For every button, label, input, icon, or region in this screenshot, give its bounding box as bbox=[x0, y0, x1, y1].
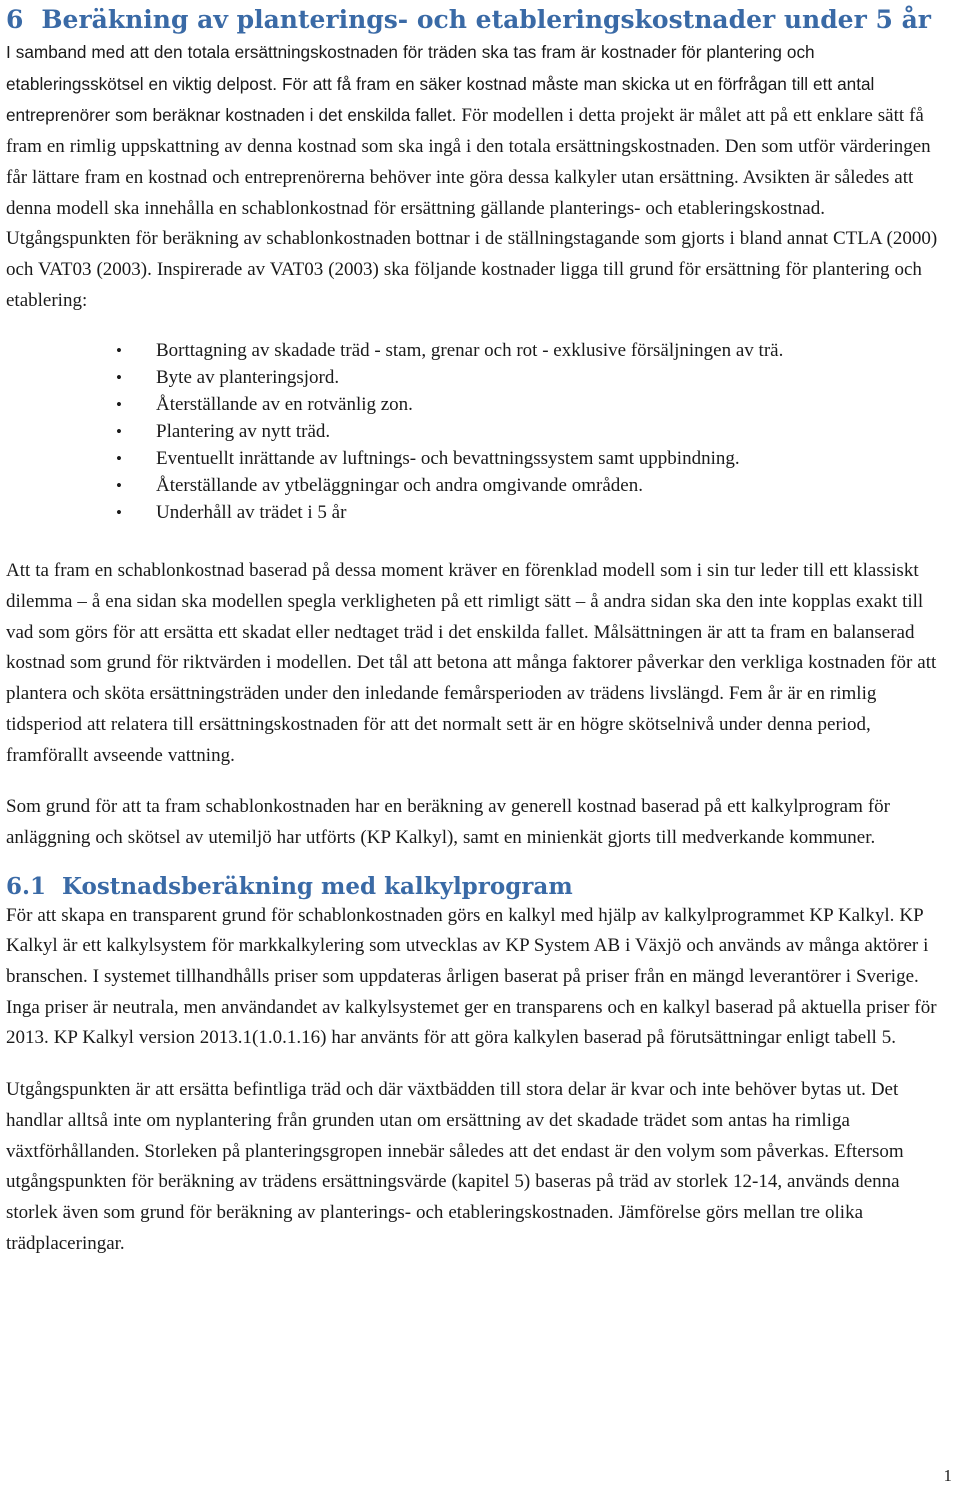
bullet-icon: • bbox=[116, 395, 122, 415]
bullet-icon: • bbox=[116, 449, 122, 469]
bullet-icon: • bbox=[116, 503, 122, 523]
list-item bbox=[6, 364, 954, 391]
intro-paragraph bbox=[6, 37, 954, 316]
list-item-text: Underhåll av trädet i 5 år bbox=[156, 502, 347, 524]
list-item bbox=[6, 445, 954, 472]
list-item-text: Återställande av ytbeläggningar och andra omgivande områden. bbox=[156, 475, 643, 497]
list-item-text: Återställande av en rotvänlig zon. bbox=[156, 394, 413, 416]
bullet-icon: • bbox=[116, 422, 122, 442]
list-item bbox=[6, 499, 954, 526]
document-page bbox=[6, 0, 954, 1259]
subsection-title: Kostnadsberäkning med kalkylprogram bbox=[62, 872, 573, 900]
list-item bbox=[6, 472, 954, 499]
list-item-text: Byte av planteringsjord. bbox=[156, 367, 340, 389]
section-heading bbox=[6, 0, 954, 36]
list-item bbox=[6, 418, 954, 445]
intro-serif-text: För modellen i detta projekt är målet att på ett enklare sätt få fram en rimlig uppskattning av denna kostnad som ska ingå i den totala ersättningskostnaden. Den som utför värderingen får lättare fram en kostnad och entreprenörerna behöver inte göra dessa kalkyler utan ersättning. Avsikten är således att denna modell ska innehålla en schablonkostnad för ersättning gällande planterings- och etableringskostnad. Utgångspunkten för beräkning av schablonkostnaden bottnar i de ställningstagande som gjorts i bland annat CTLA (2000) och VAT03 (2003). Inspirerade av VAT03 (2003) ska följande kostnader ligga till grund för ersättning för plantering och etablering: bbox=[6, 105, 938, 311]
cost-items-list bbox=[6, 337, 954, 526]
body-paragraph: Att ta fram en schablonkostnad baserad på dessa moment kräver en förenklad modell som i sin tur leder till ett klassiskt dilemma – å ena sidan ska modellen spegla verkligheten på ett rimligt sätt – å andra sidan ska den inte kopplas exakt till vad som görs för att ersätta ett skadat eller nedtaget träd i det enskilda fallet. Målsättningen är att ta fram en balanserad kostnad som grund för riktvärden i modellen. Det tål att betona att många faktorer påverkar den verkliga kostnaden för att plantera och sköta ersättningsträden under den inledande femårsperioden av trädens livslängd. Fem år är en rimlig tidsperiod att relatera till ersättningskostnaden för att det normalt sett är en högre skötselnivå under denna period, framförallt avseende vattning. bbox=[6, 560, 937, 766]
section-number: 6 bbox=[6, 5, 24, 34]
body-paragraph: Som grund för att ta fram schablonkostnaden har en beräkning av generell kostnad baserad på ett kalkylprogram för anläggning och skötsel av utemiljö har utförts (KP Kalkyl), samt en minienkät gjorts till medverkande kommuner. bbox=[6, 796, 890, 848]
intro-sans-text: I samband med att den totala ersättningskostnaden för träden ska tas fram är kostnader för plantering och etableringsskötsel en viktig delpost. För att få fram en säker kostnad måste man skicka ut en förfrågan till ett antal entreprenörer som beräknar kostnaden i det enskilda fallet. bbox=[6, 42, 875, 126]
body-paragraph: För att skapa en transparent grund för schablonkostnaden görs en kalkyl med hjälp av kalkylprogrammet KP Kalkyl. KP Kalkyl är ett kalkylsystem för markkalkylering som utvecklas av KP System AB i Växjö och används av många aktörer i branschen. I systemet tillhandhålls priser som uppdateras årligen baserat på priser från en mängd leverantörer i Sverige. Inga priser är neutrala, men användandet av kalkylsystemet ger en transparens och en kalkyl baserad på aktuella priser för 2013. KP Kalkyl version 2013.1(1.0.1.16) har använts för att göra kalkylen baserad på förutsättningar enligt tabell 5. bbox=[6, 904, 937, 1049]
list-item-text: Eventuellt inrättande av luftnings- och bevattningssystem samt uppbindning. bbox=[156, 448, 740, 470]
list-item-text: Borttagning av skadade träd - stam, grenar och rot - exklusive försäljningen av trä. bbox=[156, 340, 784, 362]
body-paragraph: Utgångspunkten är att ersätta befintliga träd och där växtbädden till stora delar är kvar och inte behöver bytas ut. Det handlar alltså inte om nyplantering från grunden utan om ersättning av det skadade trädet som antas ha rimliga växtförhållanden. Storleken på planteringsgropen innebär således att det endast är den volym som påverkas. Eftersom utgångspunkten för beräkning av trädens ersättningsvärde (kapitel 5) baseras på träd av storlek 12-14, används denna storlek även som grund för beräkning av planterings- och etableringskostnaden. Jämförelse görs mellan tre olika trädplaceringar. bbox=[6, 1079, 904, 1254]
subsection-heading bbox=[6, 870, 954, 904]
bullet-icon: • bbox=[116, 368, 122, 388]
list-item bbox=[6, 337, 954, 364]
page-number: 1 bbox=[943, 1466, 952, 1485]
list-item bbox=[6, 391, 954, 418]
subsection-number: 6.1 bbox=[6, 872, 47, 900]
section-title: Beräkning av planterings- och etableringskostnader under 5 år bbox=[41, 5, 931, 34]
bullet-icon: • bbox=[116, 476, 122, 496]
bullet-icon: • bbox=[116, 341, 122, 361]
list-item-text: Plantering av nytt träd. bbox=[156, 421, 331, 443]
